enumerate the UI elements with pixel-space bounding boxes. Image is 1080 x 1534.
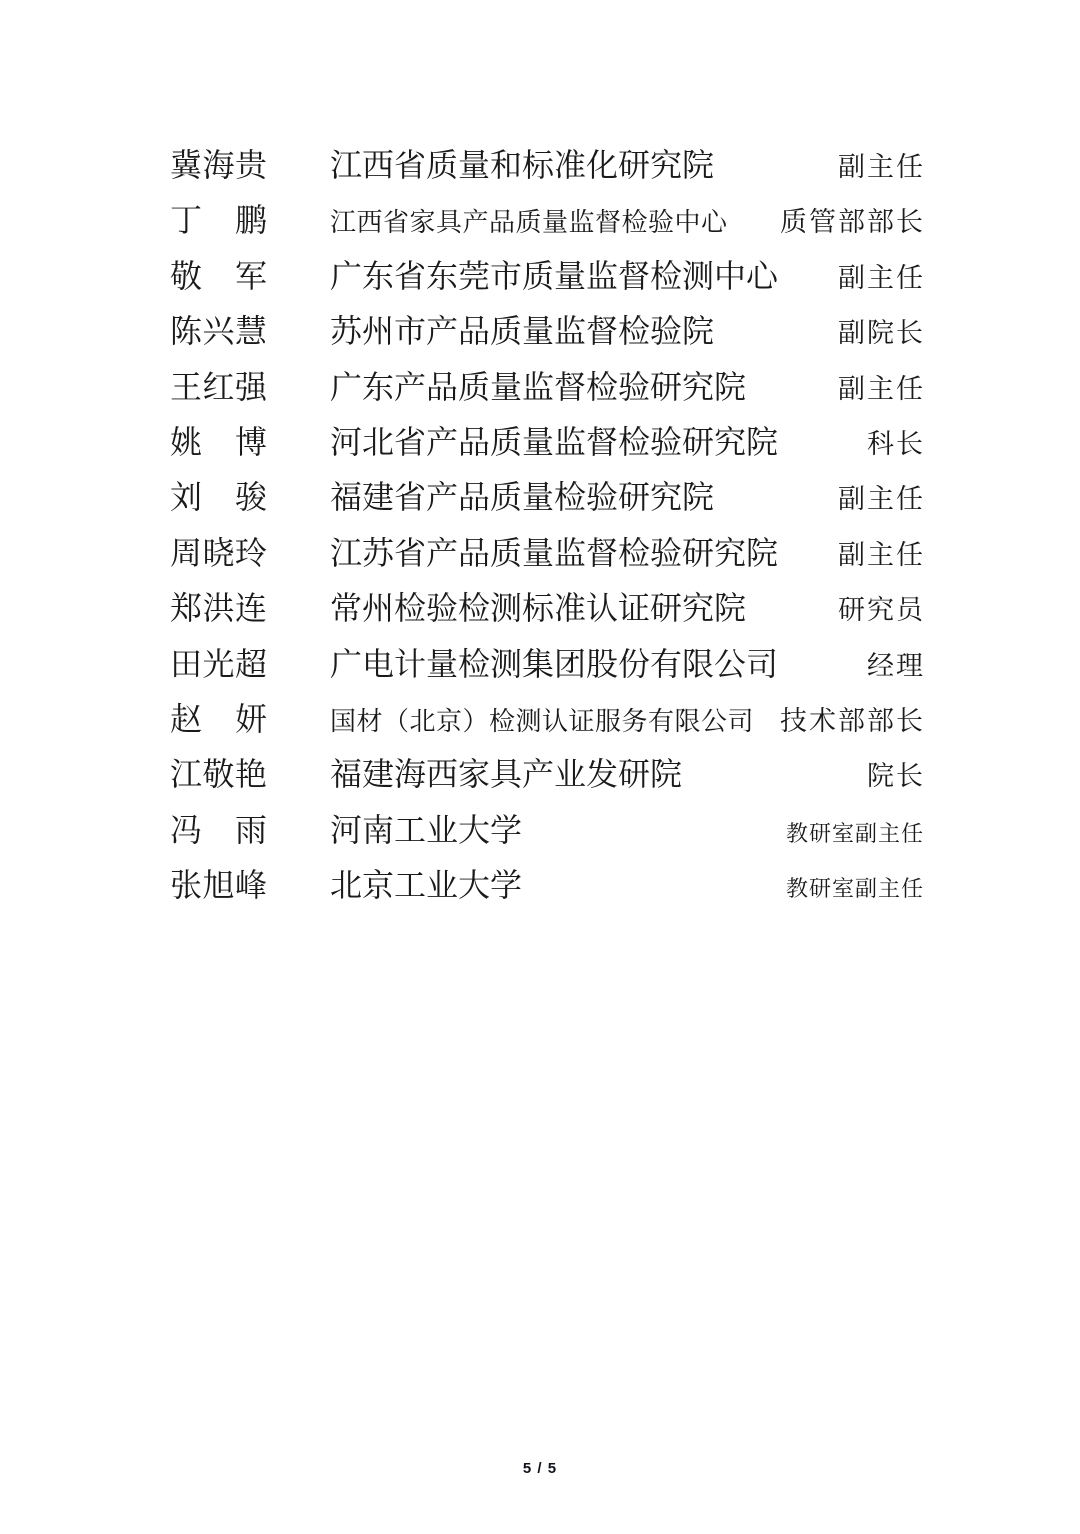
job-title: 副院长 (838, 318, 925, 349)
page-number: 5 / 5 (522, 1460, 558, 1477)
table-row (170, 360, 923, 415)
person-name: 郑洪连 (170, 590, 268, 627)
table-row (170, 637, 923, 692)
job-title: 副主任 (838, 484, 925, 515)
job-title: 质管部部长 (780, 207, 925, 238)
job-title: 副主任 (838, 152, 925, 182)
organization: 江西省家具产品质量监督检验中心 (330, 208, 728, 238)
organization: 常州检验检测标准认证研究院 (330, 590, 747, 627)
organization: 北京工业大学 (330, 867, 523, 904)
table-row (170, 193, 923, 248)
table-row (170, 249, 923, 304)
table-row (170, 304, 923, 359)
person-name: 江敬艳 (170, 756, 268, 793)
organization: 河北省产品质量监督检验研究院 (330, 423, 779, 460)
person-name: 王红强 (170, 368, 268, 405)
person-name: 周晓玲 (170, 534, 268, 571)
person-name: 刘 骏 (170, 479, 268, 516)
table-row (170, 858, 923, 913)
person-name: 姚 博 (170, 423, 268, 460)
organization: 河南工业大学 (330, 811, 523, 848)
organization: 广电计量检测集团股份有限公司 (330, 645, 779, 682)
person-name: 田光超 (170, 645, 268, 682)
table-row (170, 415, 923, 470)
job-title: 院长 (867, 761, 925, 792)
person-name: 冯 雨 (170, 811, 268, 848)
table-row (170, 138, 923, 193)
job-title: 副主任 (838, 373, 925, 404)
job-title: 经理 (867, 650, 925, 681)
organization: 国材（北京）检测认证服务有限公司 (330, 706, 755, 736)
table-row (170, 526, 923, 581)
roster-table (170, 138, 923, 913)
organization: 广东产品质量监督检验研究院 (330, 368, 747, 405)
organization: 江苏省产品质量监督检验研究院 (330, 534, 779, 571)
table-row (170, 747, 923, 802)
person-name: 敬 军 (170, 257, 268, 294)
organization: 福建省产品质量检验研究院 (330, 479, 715, 516)
person-name: 陈兴慧 (170, 313, 268, 350)
job-title: 副主任 (838, 539, 925, 570)
person-name: 丁 鹏 (170, 202, 268, 239)
job-title: 研究员 (838, 595, 925, 626)
organization: 苏州市产品质量监督检验院 (330, 313, 715, 350)
job-title: 教研室副主任 (785, 876, 924, 902)
person-name: 张旭峰 (170, 867, 268, 904)
table-row (170, 803, 923, 858)
person-name: 赵 妍 (170, 700, 268, 737)
table-row (170, 581, 923, 636)
person-name: 冀海贵 (170, 147, 268, 183)
job-title: 副主任 (838, 262, 925, 293)
job-title: 科长 (867, 428, 925, 459)
table-row (170, 692, 923, 747)
job-title: 教研室副主任 (785, 820, 924, 846)
organization: 江西省质量和标准化研究院 (330, 147, 715, 183)
job-title: 技术部部长 (780, 705, 925, 736)
organization: 福建海西家具产业发研院 (330, 756, 683, 793)
table-row (170, 470, 923, 525)
organization: 广东省东莞市质量监督检测中心 (330, 257, 779, 294)
